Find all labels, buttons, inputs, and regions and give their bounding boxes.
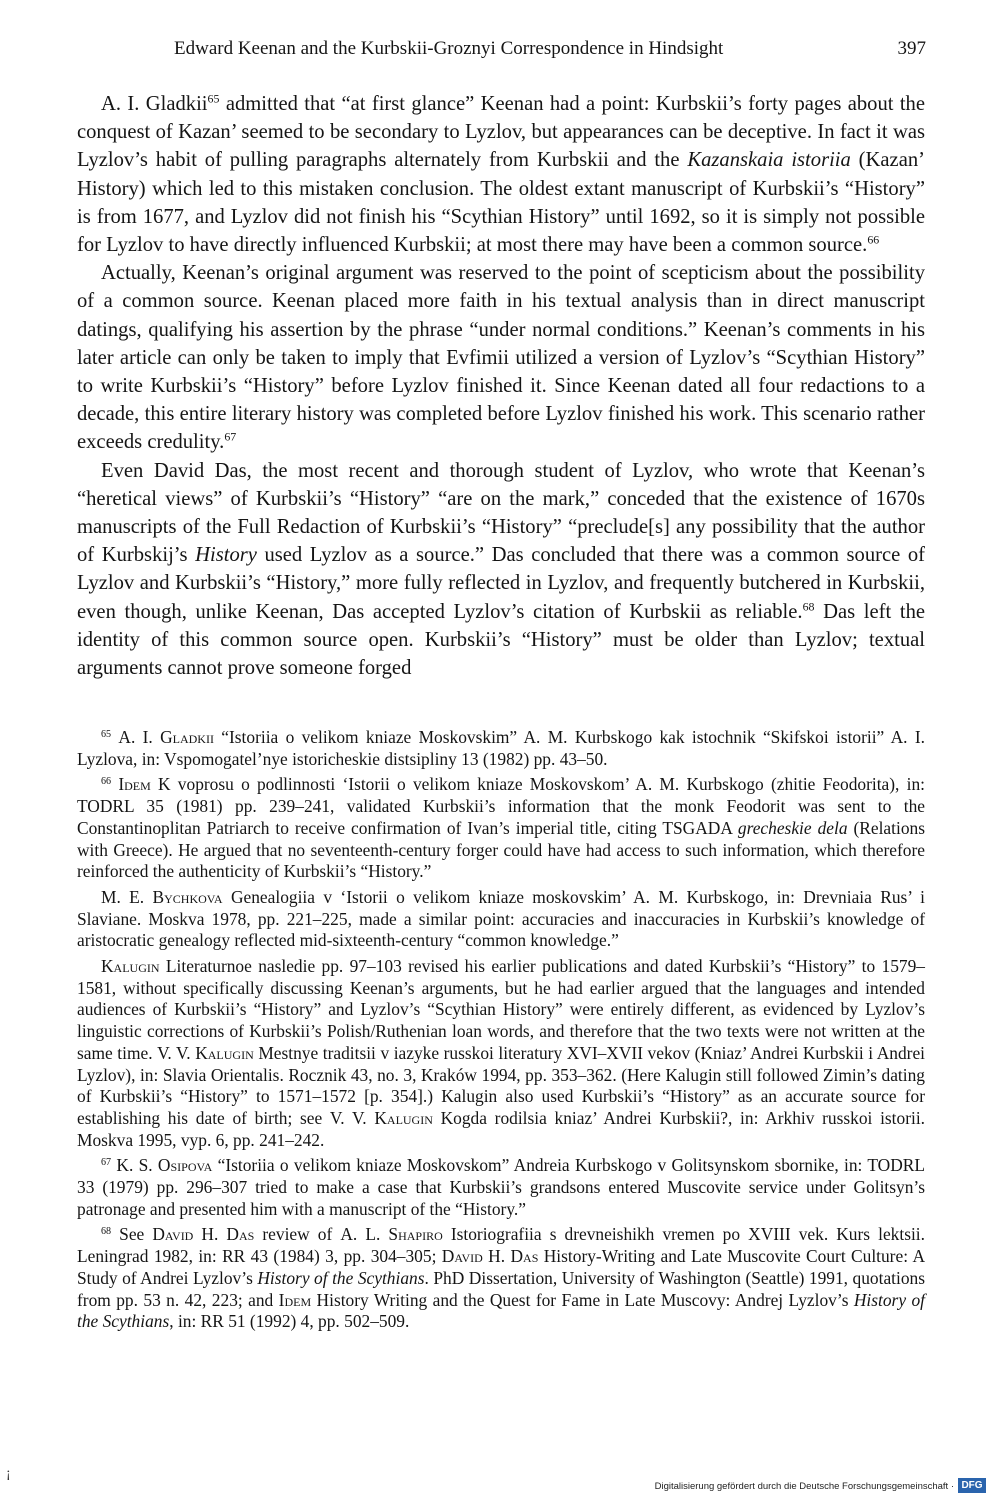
footnote-number: 65: [101, 728, 112, 740]
footnote-number: 68: [101, 1226, 112, 1238]
footnote-number: 67: [101, 1157, 112, 1169]
paragraph-2: [77, 259, 925, 456]
author-name: V. V. Kalugin: [329, 1107, 433, 1128]
page-number: 397: [897, 38, 926, 59]
author-name: M. E. Bychkova: [101, 886, 223, 907]
italic-title: Kazanskaia istoriia: [687, 149, 851, 172]
text-run: used Lyzlov as a source.” Das concluded that there was a common source of Lyzlov and Kurbskii’s “History,” more fully reflected in Lyzlov, and frequently butchered in Kurbskii, even though, unlike Keenan, Das accepted Lyzlov’s citation of Kurbskii as reliable.: [77, 544, 926, 623]
italic-title: History of the Scythians: [77, 1289, 925, 1332]
text-run: Das left the identity of this common source open. Kurbskii’s “History” must be older than Lyzlov; textual arguments cannot prove someone forged: [77, 600, 926, 680]
dfg-logo: DFG: [958, 1478, 986, 1493]
text-run: admitted that “at first glance” Keenan had a point: Kurbskii’s forty pages about the conquest of Kazan’ seemed to be secondary to Lyzlov, but appearances can be deceptive. In fact it was Lyzlov’s habit of pulling paragraphs alternately from Kurbskii and the: [77, 93, 925, 172]
text-run: Genealogiia v ‘Istorii o velikom kniaze moskovskim’ A. M. Kurbskogo, in: Drevniaia Rus’ i Slaviane. Moskva 1978, pp. 221–225, made a similar point: accuracies and inaccuracies in Kurbskii’s knowledge of aristocratic genealogy reflected mid-sixteenth-century “common knowledge.”: [77, 886, 925, 951]
author-name: V. V. Kalugin: [157, 1042, 254, 1063]
footnotes: [77, 727, 925, 1337]
text-run: Actually, Keenan’s original argument was reserved to the point of scepticism about the possibility of a common source. Keenan placed more faith in his textual analysis than in direct manuscript datings, qualifying his assertion by the phrase “under normal conditions.” Keenan’s comments in his later article can only be taken to imply that Evfimii utilized a version of Lyzlov’s “Scythian History” to write Kurbskii’s “History” before Lyzlov finished it. Since Keenan dated all four redactions to a decade, this entire literary history was completed before Lyzlov finished his work. This scenario rather exceeds credulity.: [77, 262, 925, 454]
text-run: . PhD Dissertation, University of Washington (Seattle) 1991, quotations from pp. 53 n. 42, 223; and: [77, 1267, 925, 1310]
text-run: Istoriografiia s drevneishikh vremen po XVIII vek. Kurs lektsii. Leningrad 1982, in: RR 43 (1984) 3, pp. 304–305;: [77, 1224, 925, 1267]
running-title: Edward Keenan and the Kurbskii-Groznyi Correspondence in Hindsight: [174, 38, 724, 59]
footnote-66-continuation-bychkova: [77, 887, 925, 952]
italic-title: History of the Scythians: [257, 1267, 425, 1288]
author-name: Idem: [118, 774, 151, 795]
paragraph-1: [77, 90, 925, 259]
footnote-67: [77, 1155, 925, 1220]
footnote-66-continuation-kalugin: [77, 956, 925, 1151]
author-name: Kalugin: [101, 956, 160, 977]
paragraph-3: [77, 457, 925, 683]
running-header: [74, 38, 926, 64]
author-name: David H. Das: [441, 1246, 539, 1267]
italic-term: grecheskie dela: [737, 817, 848, 838]
text-run: K voprosu o podlinnosti ‘Istorii o velikom kniaze Moskovskom’ A. M. Kurbskogo (zhitie Feodorita), in: TODRL 35 (1981) pp. 239–241, validated Kurbskii’s information that the monk Feodorit was sent to the Constantinoplitan Patriarch to receive confirmation of Ivan’s imperial title, citing TSGADA: [77, 774, 925, 838]
text-run: review of: [254, 1224, 341, 1245]
text-run: Mestnye traditsii v iazyke russkoi literatury XVI–XVII vekov (Kniaz’ Andrei Kurbskii i Andrei Lyzlov), in: Slavia Orientalis. Rocznik 43, no. 3, Kraków 1994, pp. 353–362. (Here Kalugin still followed Zimin’s dating of Kurbskii’s “History” to 1571–1572 [p. 354].) Kalugin also used Kurbskii’s “History” as an accurate source for establishing his date of birth; see: [77, 1042, 925, 1128]
digitization-credit: Digitalisierung gefördert durch die Deutsche Forschungsgemeinschaft ·: [654, 1481, 954, 1492]
footnote-ref-66: 66: [867, 232, 880, 247]
footnote-ref-68: 68: [802, 599, 815, 614]
text-run: Kogda rodilsia kniaz’ Andrei Kurbskii?, in: Arkhiv russkoi istorii. Moskva 1995, vyp. 6, pp. 241–242.: [77, 1107, 925, 1150]
author-name: David H. Das: [152, 1224, 255, 1245]
text-run: (Relations with Greece). He argued that no seventeenth-century forger could have had access to such information, which therefore reinforced the authenticity of Kurbskii’s “History.”: [77, 817, 925, 882]
text-run: Literaturnoe nasledie pp. 97–103 revised his earlier publications and dated Kurbskii’s “History” to 1579–1581, without specifically discussing Keenan’s arguments, but he had earlier argued that the languages and intended audiences of Kurbskii’s “History” and Lyzlov’s “Scythian History” were entirely different, as evidenced by Lyzlov’s linguistic corrections of Kurbskii’s Polish/Ruthenian loan words, and therefore that the two texts were not written at the same time.: [77, 956, 925, 1063]
footnote-65: [77, 727, 925, 770]
main-text: [77, 90, 925, 682]
text-run: “Istoriia o velikom kniaze Moskovskim” A. M. Kurbskogo kak istochnik “Skifskoi istorii” A. I. Lyzlova, in: Vspomogatel’nye istoricheskie distsipliny 13 (1982) pp. 43–50.: [77, 727, 925, 769]
text-run: (Kazan’ History) which led to this mistaken conclusion. The oldest extant manuscript of Kurbskii’s “History” is from 1677, and Lyzlov did not finish his “Scythian History” until 1692, so it is simply not possible for Lyzlov to have directly influenced Kurbskii; at most there may have been a common source.: [77, 149, 925, 257]
footnote-ref-65: 65: [207, 91, 220, 106]
text-run: See: [111, 1224, 153, 1245]
text-run: A. I. Gladkii: [101, 93, 208, 115]
author-name: K. S. Osipova: [116, 1155, 213, 1176]
footnote-ref-67: 67: [224, 430, 237, 445]
author-name: A. I. Gladkii: [118, 727, 214, 747]
text-run: History Writing and the Quest for Fame in Late Muscovy: Andrej Lyzlov’s: [311, 1289, 854, 1310]
author-name: A. L. Shapiro: [340, 1224, 443, 1245]
author-name: Idem: [278, 1289, 312, 1310]
footnote-number: 66: [101, 776, 112, 788]
text-run: History-Writing and Late Muscovite Court Culture: A Study of Andrei Lyzlov’s: [77, 1246, 926, 1288]
text-run: “Istoriia o velikom kniaze Moskovskom” Andreia Kurbskogo v Golitsynskom sbornike, in: TODRL 33 (1979) pp. 296–307 tried to make a case that Kurbskii’s grandsons entered Muscovite service under Golitsyn’s patronage and presented him with a manuscript of the “History.”: [77, 1155, 925, 1219]
footnote-68: [77, 1224, 925, 1333]
scan-mark: ¡: [6, 1466, 11, 1481]
text-run: Even David Das, the most recent and thorough student of Lyzlov, who wrote that Keenan’s “heretical views” of Kurbskii’s “History” “are on the mark,” conceded that the existence of 1670s manuscripts of the Full Redaction of Kurbskii’s “History” “preclude[s] any possibility that the author of Kurbskij’s: [77, 459, 925, 567]
italic-title: History: [195, 544, 257, 567]
text-run: , in: RR 51 (1992) 4, pp. 502–509.: [169, 1311, 410, 1332]
footnote-66: [77, 774, 925, 883]
